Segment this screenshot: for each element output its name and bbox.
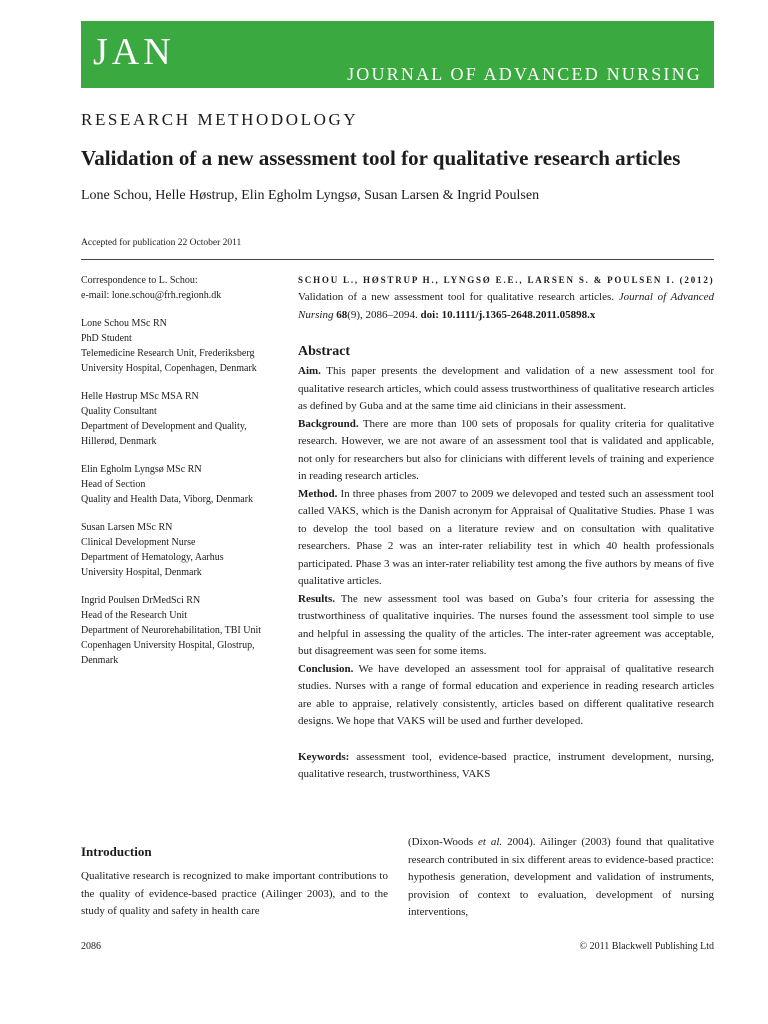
affiliation-block <box>81 316 286 376</box>
affiliation-line: Telemedicine Research Unit, Frederiksberg <box>81 348 255 359</box>
affiliation-line: Denmark <box>81 655 119 666</box>
introduction-heading: Introduction <box>81 844 152 859</box>
affiliation-line: Head of Section <box>81 479 146 490</box>
abstract-results <box>298 591 714 661</box>
keywords <box>298 749 714 784</box>
affiliation-block <box>81 593 286 668</box>
abstract-label: Conclusion. <box>298 662 354 675</box>
accepted-date: Accepted for publication 22 October 2011 <box>81 238 242 248</box>
abstract-aim <box>298 363 714 416</box>
citation-volume: 68 <box>336 308 348 321</box>
affiliation-line: Quality and Health Data, Viborg, Denmark <box>81 494 254 505</box>
author-list: Lone Schou, Helle Høstrup, Elin Egholm Lyngsø, Susan Larsen & Ingrid Poulsen <box>81 188 540 203</box>
keywords-label: Keywords: <box>298 750 350 763</box>
citation-doi[interactable]: doi: 10.1111/j.1365-2648.2011.05898.x <box>420 308 596 321</box>
abstract-heading: Abstract <box>298 344 351 359</box>
affiliation-line: PhD Student <box>81 333 132 344</box>
affiliation-block <box>81 520 286 580</box>
section-label: RESEARCH METHODOLOGY <box>81 110 359 129</box>
affiliation-block <box>81 389 286 449</box>
abstract-text: The new assessment tool was based on Guba’s four criteria for assessing the trustworthiness of qualitative inquiries. The nurses found the assessment tool simple to use and helpful in assessing the quality of the articles. The inter-rater agreement was acceptable, but disagreement was seen for some items. <box>298 592 714 657</box>
correspondence-email[interactable]: e-mail: lone.schou@frh.regionh.dk <box>81 290 222 301</box>
keywords-text: assessment tool, evidence-based practice, instrument development, nursing, qualitative research, trustworthiness, VAKS <box>298 750 714 780</box>
abstract-text: We have developed an assessment tool for appraisal of qualitative research studies. Nurses with a range of formal education and experience in reading research articles are able to appraise, relatively consistently, articles based on different qualitative research designs. We hope that VAKS will be used and further developed. <box>298 662 714 727</box>
affiliation-line: Department of Neurorehabilitation, TBI Unit <box>81 625 262 636</box>
affiliation-line: Copenhagen University Hospital, Glostrup, <box>81 640 255 651</box>
introduction-left-column <box>81 843 388 921</box>
affiliation-line: Susan Larsen MSc RN <box>81 522 173 533</box>
citation-journal: Journal of Advanced Nursing <box>298 291 714 321</box>
intro-text-etal: et al. <box>478 836 503 848</box>
abstract-label: Method. <box>298 487 338 500</box>
correspondence-label: Correspondence to L. Schou: <box>81 275 198 286</box>
intro-text-post: 2004). Ailinger (2003) found that qualitative research contributed in six different areas to evidence-based practice: hypothesis generation, development and validation of instruments, provision of context to evaluation, development of nursing interventions, <box>408 836 714 918</box>
affiliation-line: Elin Egholm Lyngsø MSc RN <box>81 464 202 475</box>
affiliations-column <box>81 273 286 668</box>
citation <box>298 289 714 324</box>
abstract-label: Results. <box>298 592 335 605</box>
citation-authors: SCHOU L., HØSTRUP H., LYNGSØ E.E., LARSEN S. & POULSEN I. (2012) <box>298 275 715 285</box>
copyright: © 2011 Blackwell Publishing Ltd <box>579 941 714 952</box>
abstract-conclusion <box>298 661 714 731</box>
affiliation-line: Head of the Research Unit <box>81 610 188 621</box>
abstract-label: Background. <box>298 417 359 430</box>
abstract-label: Aim. <box>298 365 321 377</box>
affiliation-line: Department of Hematology, Aarhus <box>81 552 224 563</box>
affiliation-line: University Hospital, Copenhagen, Denmark <box>81 363 257 374</box>
journal-banner <box>81 21 714 88</box>
affiliation-line: Ingrid Poulsen DrMedSci RN <box>81 595 201 606</box>
affiliation-block <box>81 462 286 507</box>
abstract-column <box>298 273 714 784</box>
citation-title: Validation of a new assessment tool for qualitative research articles. <box>298 291 615 303</box>
intro-text-pre: (Dixon-Woods <box>408 836 479 848</box>
affiliation-line: University Hospital, Denmark <box>81 567 202 578</box>
affiliation-line: Lone Schou MSc RN <box>81 318 167 329</box>
abstract-text: In three phases from 2007 to 2009 we delevoped and tested such an assessment tool called VAKS, which is the Danish acronym for Appraisal of Qualitative Studies. Phase 1 was to develop the tool based on a literature review and on consultation with qualitative researchers. Phase 2 was an inter-rater reliability test in which 40 health professionals participated. Phase 3 was an inter-rater reliability test among the five authors by means of five qualitative articles. <box>298 487 714 587</box>
abstract-background <box>298 416 714 486</box>
journal-name: JOURNAL OF ADVANCED NURSING <box>347 64 702 84</box>
affiliation-line: Clinical Development Nurse <box>81 537 196 548</box>
journal-logo: JAN <box>93 31 175 73</box>
article-title: Validation of a new assessment tool for qualitative research articles <box>81 146 681 170</box>
affiliation-line: Helle Høstrup MSc MSA RN <box>81 391 199 402</box>
affiliation-line: Quality Consultant <box>81 406 157 417</box>
abstract-text: This paper presents the development and validation of a new assessment tool for qualitative research articles, which could assess trustworthiness of qualitative research articles as defined by Guba and at the same time aid clinicians in their assessment. <box>298 365 714 412</box>
citation-issue-pages: (9), 2086–2094. <box>347 308 418 321</box>
introduction-continued <box>408 834 714 922</box>
page-number: 2086 <box>81 941 101 952</box>
affiliation-line: Department of Development and Quality, <box>81 421 247 432</box>
abstract-text: There are more than 100 sets of proposals for quality criteria for qualitative research. However, we are not aware of an assessment tool that is validated and applicable, not only for researchers but also for clinicians with different levels of training and experience in reading research articles. <box>298 417 714 482</box>
abstract-method <box>298 486 714 591</box>
affiliation-line: Hillerød, Denmark <box>81 436 157 447</box>
introduction-text: Qualitative research is recognized to make important contributions to the quality of evidence-based practice (Ailinger 2003), and to the study of quality and safety in health care <box>81 870 388 917</box>
introduction-right-column <box>408 834 714 922</box>
header-divider <box>81 259 714 260</box>
